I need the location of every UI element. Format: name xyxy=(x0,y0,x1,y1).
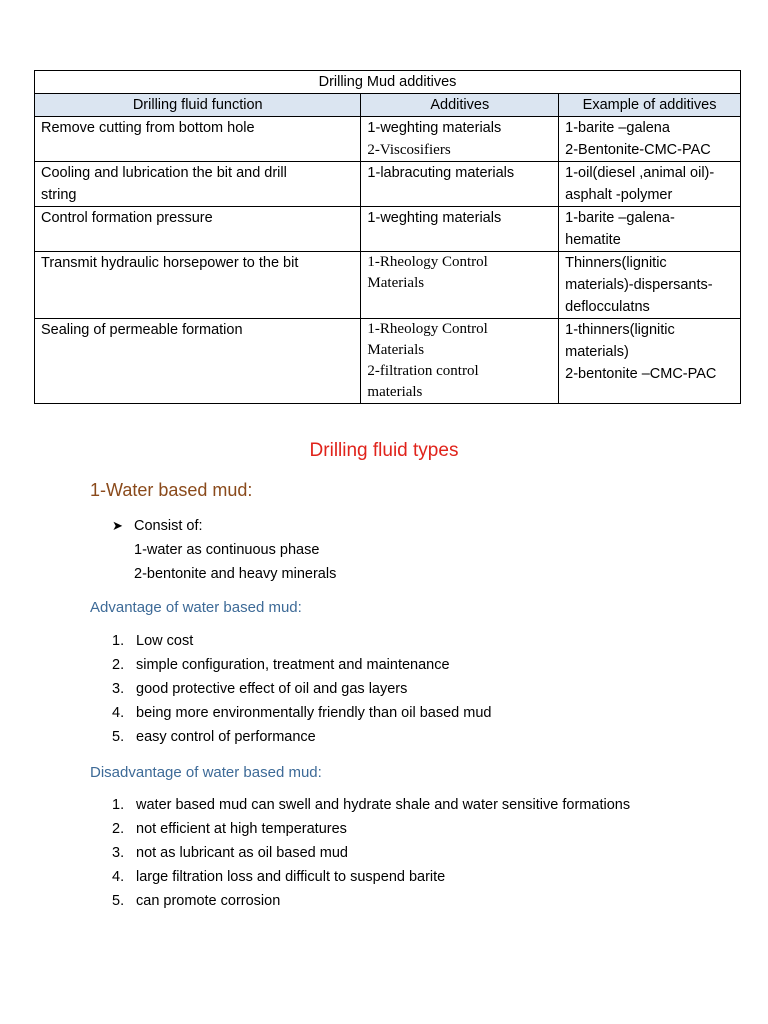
consist-item: 2-bentonite and heavy minerals xyxy=(134,566,337,582)
disadvantage-heading: Disadvantage of water based mud: xyxy=(90,764,322,781)
cell-line: Remove cutting from bottom hole xyxy=(41,120,255,136)
list-item xyxy=(112,841,630,865)
cell-line: 2-Viscosifiers xyxy=(367,142,451,158)
water-based-heading: 1-Water based mud: xyxy=(90,480,253,500)
cell-line: 1-barite –galena xyxy=(565,120,670,136)
table-row xyxy=(35,252,741,319)
table-title: Drilling Mud additives xyxy=(35,71,741,94)
list-number: 5. xyxy=(112,893,125,909)
additives-table xyxy=(34,70,741,404)
list-item xyxy=(112,677,491,701)
header-function: Drilling fluid function xyxy=(35,94,361,117)
list-item xyxy=(112,865,630,889)
consist-bullet xyxy=(112,514,336,538)
cell-line: 2-filtration control xyxy=(367,363,479,379)
list-number: 2. xyxy=(112,821,125,837)
list-text: easy control of performance xyxy=(136,729,316,745)
table-row xyxy=(35,162,741,207)
list-text: not as lubricant as oil based mud xyxy=(136,845,348,861)
cell-line: 2-bentonite –CMC-PAC xyxy=(565,366,717,382)
list-text: can promote corrosion xyxy=(136,893,281,909)
arrow-bullet-icon: ➤ xyxy=(112,518,123,533)
cell-function xyxy=(35,162,361,207)
list-text: not efficient at high temperatures xyxy=(136,821,347,837)
list-item xyxy=(112,889,630,913)
consist-label: Consist of: xyxy=(134,518,203,534)
advantage-heading: Advantage of water based mud: xyxy=(90,599,302,616)
list-item xyxy=(112,701,491,725)
cell-additives xyxy=(361,319,559,404)
cell-line: 1-weghting materials xyxy=(367,120,502,136)
cell-additives xyxy=(361,162,559,207)
cell-line: deflocculatns xyxy=(565,299,650,315)
cell-line: Transmit hydraulic horsepower to the bit xyxy=(41,255,299,271)
cell-line: 1-labracuting materials xyxy=(367,165,515,181)
list-item xyxy=(112,725,491,749)
cell-examples xyxy=(559,252,741,319)
consist-item: 1-water as continuous phase xyxy=(134,542,320,558)
list-number: 4. xyxy=(112,705,125,721)
list-number: 5. xyxy=(112,729,125,745)
cell-line: Thinners(lignitic xyxy=(565,255,667,271)
cell-additives xyxy=(361,117,559,162)
table-title-row xyxy=(35,71,741,94)
cell-line: 1-barite –galena- xyxy=(565,210,675,226)
list-item xyxy=(112,817,630,841)
cell-line: Sealing of permeable formation xyxy=(41,322,243,338)
cell-line: hematite xyxy=(565,232,621,248)
cell-line: string xyxy=(41,187,77,203)
table-row xyxy=(35,207,741,252)
list-text: Low cost xyxy=(136,633,194,649)
table-header-row xyxy=(35,94,741,117)
cell-line: materials)-dispersants- xyxy=(565,277,713,293)
cell-line: materials) xyxy=(565,344,629,360)
cell-line: asphalt -polymer xyxy=(565,187,673,203)
header-examples: Example of additives xyxy=(559,94,741,117)
cell-line: 1-weghting materials xyxy=(367,210,502,226)
consist-block xyxy=(112,514,336,586)
cell-line: Cooling and lubrication the bit and drill xyxy=(41,165,287,181)
cell-function xyxy=(35,319,361,404)
header-additives: Additives xyxy=(361,94,559,117)
cell-line: 1-thinners(lignitic xyxy=(565,322,675,338)
table-row xyxy=(35,319,741,404)
cell-line: 1-Rheology Control xyxy=(367,321,488,337)
list-item xyxy=(112,629,491,653)
cell-function xyxy=(35,117,361,162)
list-number: 2. xyxy=(112,657,125,673)
cell-examples xyxy=(559,117,741,162)
table-row xyxy=(35,117,741,162)
cell-line: Materials xyxy=(367,275,425,291)
list-item xyxy=(112,793,630,817)
list-number: 1. xyxy=(112,633,125,649)
list-number: 3. xyxy=(112,845,125,861)
list-text: good protective effect of oil and gas layers xyxy=(136,681,408,697)
cell-additives xyxy=(361,252,559,319)
section-title: Drilling fluid types xyxy=(309,440,459,461)
cell-examples xyxy=(559,162,741,207)
advantage-list xyxy=(112,629,491,749)
cell-line: Materials xyxy=(367,342,425,358)
list-text: large filtration loss and difficult to suspend barite xyxy=(136,869,446,885)
list-text: water based mud can swell and hydrate shale and water sensitive formations xyxy=(136,797,631,813)
cell-examples xyxy=(559,319,741,404)
list-item xyxy=(112,653,491,677)
list-number: 4. xyxy=(112,869,125,885)
cell-line: Control formation pressure xyxy=(41,210,213,226)
cell-line: materials xyxy=(367,384,423,400)
list-number: 3. xyxy=(112,681,125,697)
list-text: simple configuration, treatment and maintenance xyxy=(136,657,450,673)
cell-additives xyxy=(361,207,559,252)
cell-line: 2-Bentonite-CMC-PAC xyxy=(565,142,711,158)
cell-line: 1-Rheology Control xyxy=(367,254,488,270)
cell-line: 1-oil(diesel ,animal oil)- xyxy=(565,165,715,181)
list-text: being more environmentally friendly than oil based mud xyxy=(136,705,492,721)
cell-examples xyxy=(559,207,741,252)
list-number: 1. xyxy=(112,797,125,813)
cell-function xyxy=(35,252,361,319)
cell-function xyxy=(35,207,361,252)
disadvantage-list xyxy=(112,793,630,913)
